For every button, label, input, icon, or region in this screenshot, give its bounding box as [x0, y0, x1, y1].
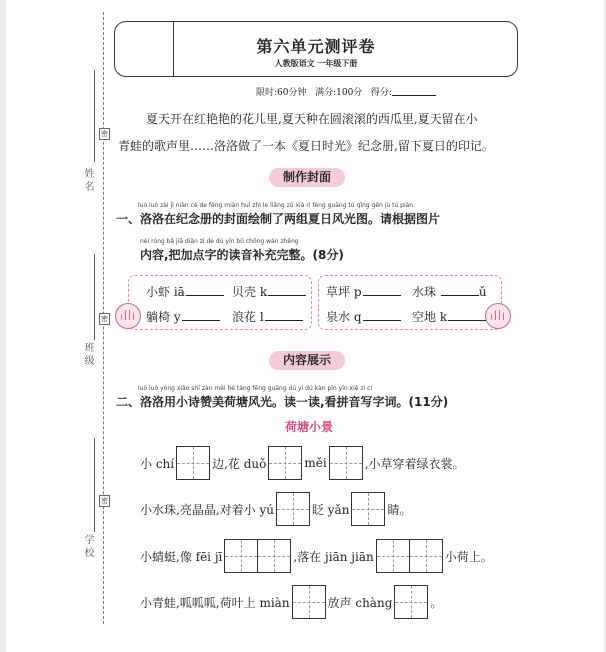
page-subtitle: 人教版语文 一年级下册	[274, 59, 358, 68]
answer-blank[interactable]	[441, 295, 479, 296]
question-1-line-1: 一、洛洛在纪念册的封面绘制了两组夏日风光图。请根据图片	[116, 212, 441, 226]
time-limit: 限时:60分钟	[256, 88, 307, 98]
writing-grid[interactable]	[176, 446, 210, 480]
writing-grid[interactable]	[394, 585, 428, 619]
page-title: 第六单元测评卷	[256, 37, 376, 56]
word-item: 贝壳 k	[232, 283, 306, 300]
seal-mark: 密	[101, 315, 108, 323]
word-item: 草坪 p	[326, 283, 401, 300]
writing-grid[interactable]	[351, 492, 385, 526]
writing-grid[interactable]	[329, 446, 363, 480]
word-item: 小虾 iā	[146, 283, 224, 300]
word-item: 水珠 ǔ	[412, 285, 487, 299]
poem-title: 荷塘小景	[284, 420, 333, 434]
score-blank[interactable]	[392, 95, 436, 96]
seal-mark: 密	[101, 130, 108, 138]
writing-grid[interactable]	[268, 446, 302, 480]
shell-icon	[485, 303, 511, 329]
question-2-line: 二、洛洛用小诗赞美荷塘风光。读一读,看拼音写字词。(11分)	[116, 395, 449, 409]
question-1-line-2: 内容,把加点字的读音补充完整。(8分)	[140, 248, 344, 262]
writing-grid[interactable]	[276, 492, 310, 526]
poem-line-1: 小 chí 边,花 duǒ měi ,小草穿着绿衣裳。	[140, 446, 465, 480]
answer-blank[interactable]	[186, 295, 224, 296]
word-item: 泉水 q	[326, 308, 401, 325]
poem-line-2: 小水珠,亮晶晶,对着小 yú 眨 yǎn 睛。	[140, 492, 411, 526]
exam-page	[6, 0, 604, 652]
score-label: 得分:	[370, 88, 392, 98]
word-item: 空地 k	[412, 308, 486, 325]
answer-blank[interactable]	[268, 295, 306, 296]
school-label: 学 校	[82, 534, 93, 558]
school-line	[94, 438, 95, 532]
writing-grid[interactable]	[376, 539, 443, 573]
answer-blank[interactable]	[265, 320, 303, 321]
shell-icon	[115, 303, 141, 329]
answer-blank[interactable]	[182, 320, 220, 321]
answer-blank[interactable]	[448, 320, 486, 321]
poem-line-3: 小蜻蜓,像 fēi jī ,落在 jiān jiān 小荷上。	[140, 539, 493, 573]
writing-grid[interactable]	[224, 539, 291, 573]
answer-blank[interactable]	[363, 295, 401, 296]
intro-line-1: 夏天开在红艳艳的花儿里,夏天种在圆滚滚的西瓜里,夏天留在小	[146, 112, 478, 126]
full-score: 满分:100分	[315, 88, 363, 98]
pinyin-row: luò luò yòng xiǎo shī zàn měi hé táng fēng guāng dú yi dú kàn pīn yīn xiě zì cí	[138, 385, 373, 392]
poem-line-4: 小青蛙,呱呱呱,荷叶上 miàn 放声 chàng 。	[140, 585, 442, 619]
class-label: 班 级	[82, 342, 93, 366]
pinyin-row: nèi róng bǎ jiā diǎn zì de dú yīn bǔ chōng wán zhěng	[140, 238, 299, 245]
name-line	[94, 70, 95, 162]
section-pill-cover: 制作封面	[269, 168, 345, 187]
intro-line-2: 青蛙的歌声里……洛洛做了一本《夏日时光》纪念册,留下夏日的印记。	[118, 139, 494, 153]
word-item: 躺椅 y	[146, 308, 220, 325]
writing-grid[interactable]	[292, 585, 326, 619]
class-line	[94, 254, 95, 340]
name-label: 姓 名	[82, 168, 93, 192]
word-item: 浪花 l	[232, 308, 303, 325]
pinyin-row: luò luò zài jì niàn cè de fēng miàn huì zhì le liǎng zǔ xià rì fēng guāng tú qǐng gēn jù tú piàn	[138, 202, 414, 209]
answer-blank[interactable]	[363, 320, 401, 321]
exam-meta	[256, 85, 436, 98]
section-pill-content: 内容展示	[269, 351, 345, 370]
seal-mark: 密	[101, 497, 108, 505]
title-box	[114, 21, 518, 77]
